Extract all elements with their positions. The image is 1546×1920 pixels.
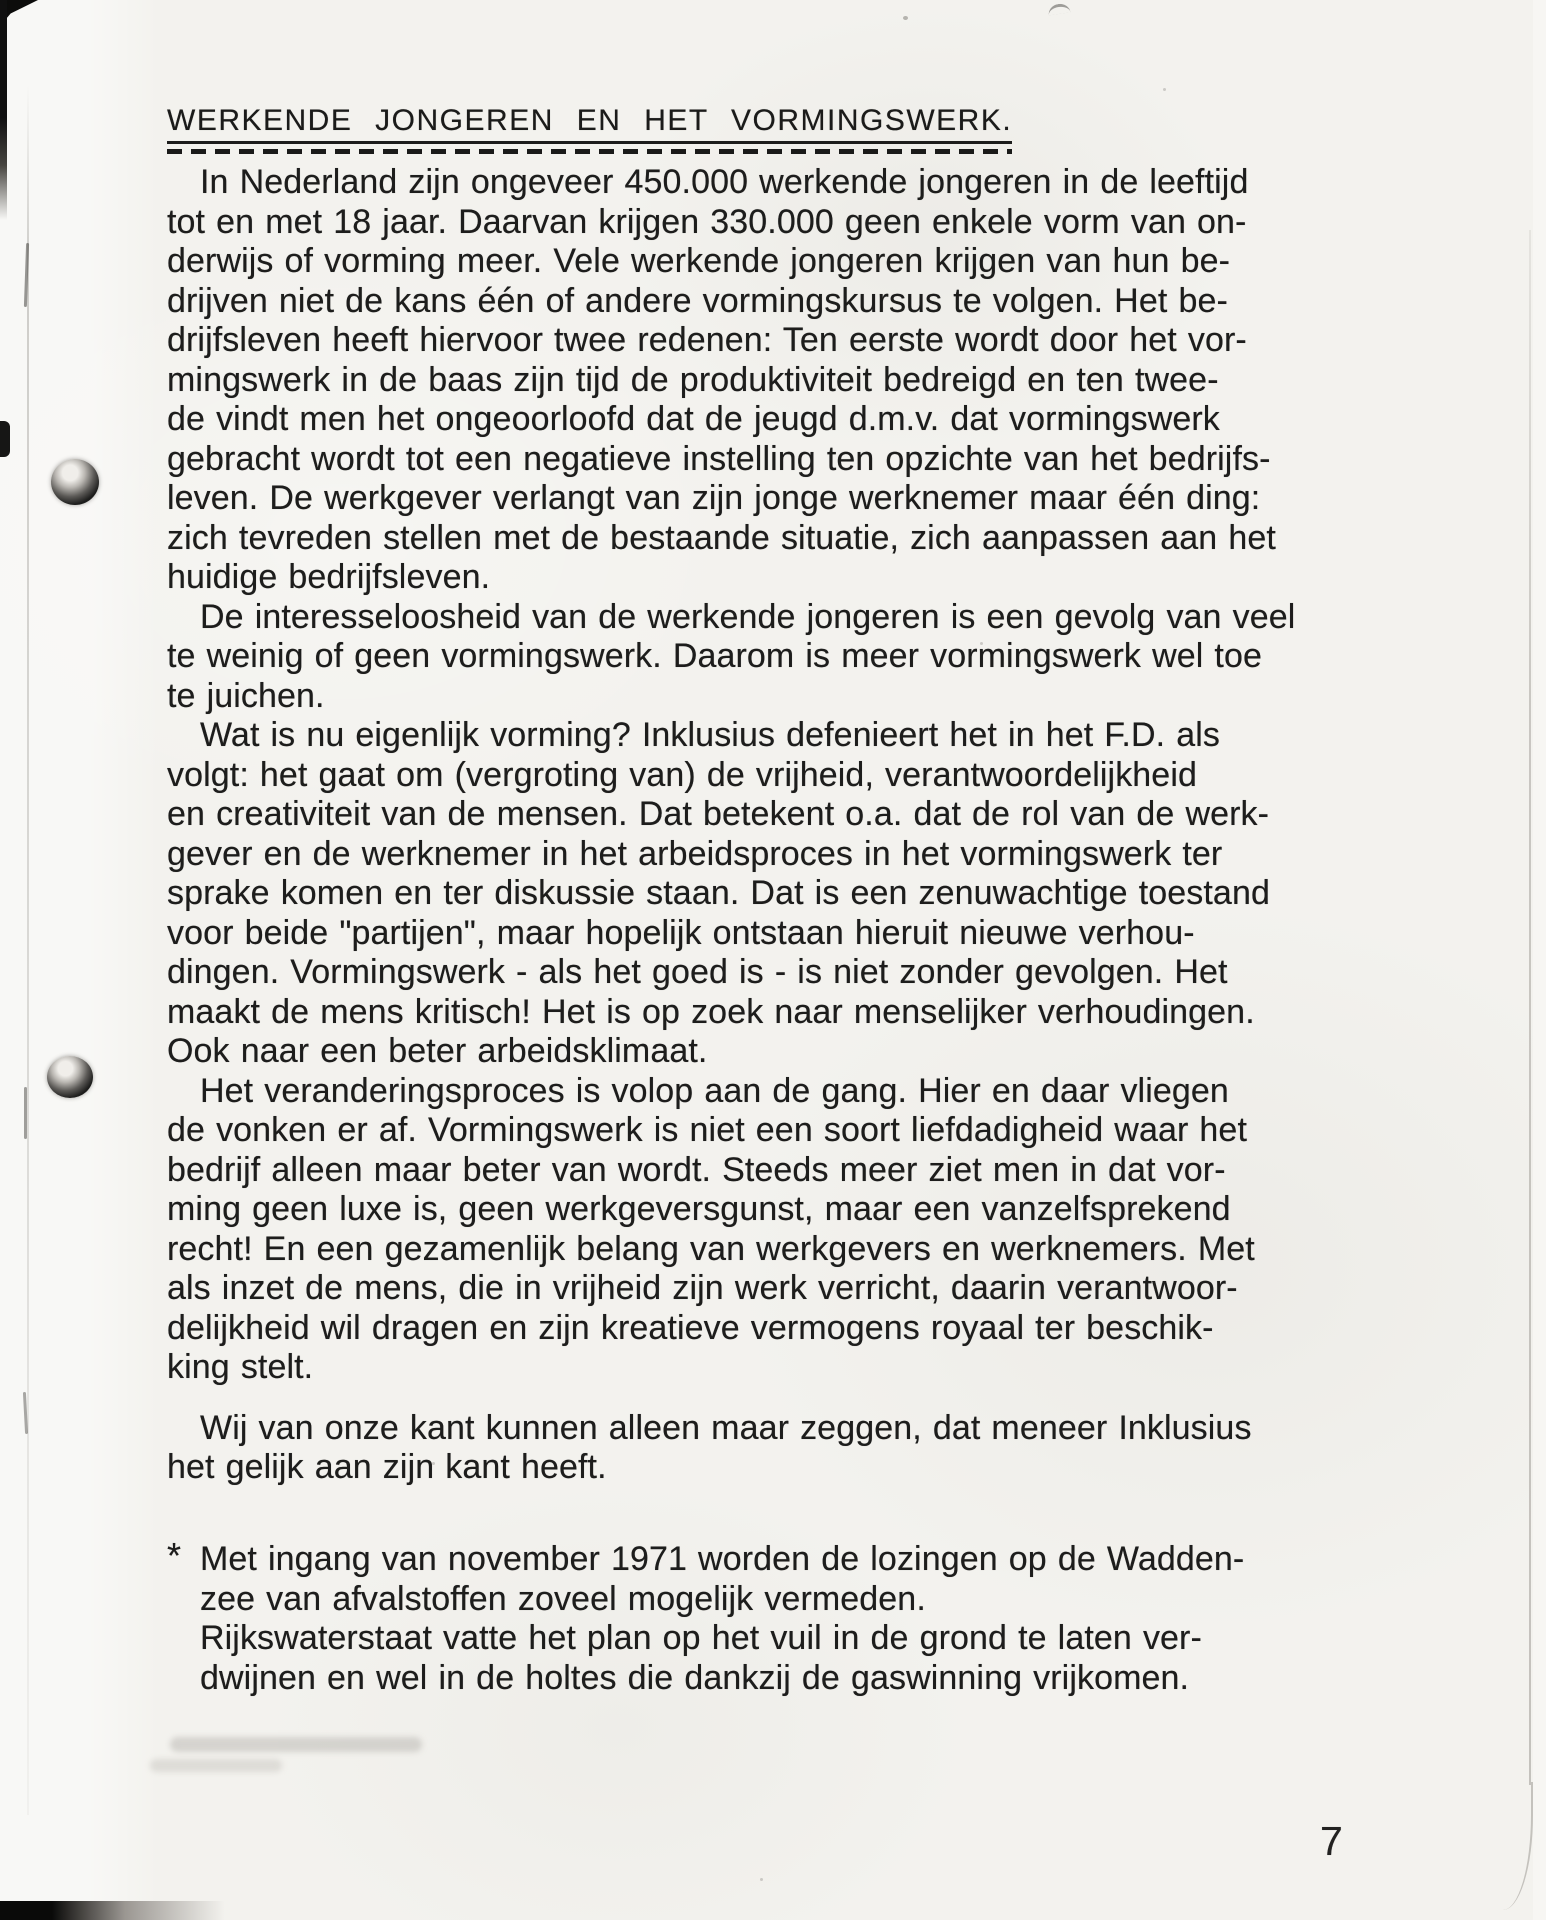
text-line: volgt: het gaat om (vergroting van) de vrijheid, verantwoordelijkheid xyxy=(167,755,1197,794)
text-line: sprake komen en ter diskussie staan. Dat is een zenuwachtige toestand xyxy=(167,874,1270,912)
text-line: Wij van onze kant kunnen alleen maar zeggen, dat meneer Inklusius xyxy=(200,1408,1252,1447)
text-line: zee van afvalstoffen zoveel mogelijk vermeden. xyxy=(200,1579,926,1618)
scan-edge-artifact xyxy=(0,0,7,220)
body-text xyxy=(167,163,1457,1488)
text-line: dingen. Vormingswerk - als het goed is - is niet zonder gevolgen. Het xyxy=(167,953,1228,991)
text-line: king stelt. xyxy=(167,1348,314,1386)
footnote-marker: * xyxy=(167,1535,182,1576)
scan-mark xyxy=(903,16,908,20)
footnote xyxy=(167,1535,1245,1698)
text-line: de vonken er af. Vormingswerk is niet een soort liefdadigheid waar het xyxy=(167,1111,1247,1149)
text-line: voor beide "partijen", maar hopelijk ontstaan hieruit nieuwe verhou- xyxy=(167,913,1195,952)
text-line: Met ingang van november 1971 worden de lozingen op de Wadden- xyxy=(200,1540,1245,1578)
text-line: zich tevreden stellen met de bestaande situatie, zich aanpassen aan het xyxy=(167,518,1276,557)
text-line: De interesseloosheid van de werkende jongeren is een gevolg van veel xyxy=(200,597,1296,636)
text-line: Wat is nu eigenlijk vorming? Inklusius defenieert het in het F.D. als xyxy=(200,716,1220,754)
text-line: drijfsleven heeft hiervoor twee redenen: Ten eerste wordt door het vor- xyxy=(167,321,1247,359)
text-line: Het veranderingsproces is volop aan de gang. Hier en daar vliegen xyxy=(200,1071,1229,1110)
text-line: Ook naar een beter arbeidsklimaat. xyxy=(167,1032,708,1070)
crease-mark xyxy=(24,1087,27,1139)
text-line: het gelijk aan zijn kant heeft. xyxy=(167,1448,607,1486)
text-line: te juichen. xyxy=(167,676,325,715)
text-line: delijkheid wil dragen en zijn kreatieve vermogens royaal ter beschik- xyxy=(167,1308,1214,1347)
scan-speck xyxy=(1163,88,1166,91)
page-edge-line xyxy=(1529,230,1531,1785)
text-line: Rijkswaterstaat vatte het plan op het vuil in de grond te laten ver- xyxy=(200,1619,1202,1657)
text-line: mingswerk in de baas zijn tijd de produktiviteit bedreigd en ten twee- xyxy=(167,360,1219,399)
punch-hole xyxy=(51,459,99,505)
text-line: recht! En een gezamenlijk belang van werkgevers en werknemers. Met xyxy=(167,1229,1255,1268)
page-edge-line xyxy=(1498,1782,1533,1910)
text-line: ming geen luxe is, geen werkgeversgunst, maar een vanzelfsprekend xyxy=(167,1190,1231,1228)
text-line: huidige bedrijfsleven. xyxy=(167,558,491,596)
page-number: 7 xyxy=(1320,1818,1343,1864)
bleed-through-artifact xyxy=(150,1759,282,1772)
text-line: de vindt men het ongeoorloofd dat de jeugd d.m.v. dat vormingswerk xyxy=(167,400,1220,438)
text-line: gever en de werknemer in het arbeidsproces in het vormingswerk ter xyxy=(167,834,1223,873)
text-line: leven. De werkgever verlangt van zijn jonge werknemer maar één ding: xyxy=(167,479,1261,517)
scan-edge-artifact xyxy=(0,421,10,457)
scan-edge-artifact xyxy=(0,1901,235,1920)
page-edge xyxy=(1533,0,1546,1920)
text-line: derwijs of vorming meer. Vele werkende jongeren krijgen van hun be- xyxy=(167,242,1231,280)
text-line: dwijnen en wel in de holtes die dankzij de gaswinning vrijkomen. xyxy=(200,1658,1190,1697)
footnote-lines xyxy=(200,1540,1244,1698)
page-title: WERKENDE JONGEREN EN HET VORMINGSWERK. xyxy=(167,104,1012,144)
text-line: en creativiteit van de mensen. Dat betekent o.a. dat de rol van de werk- xyxy=(167,795,1270,833)
text-line: tot en met 18 jaar. Daarvan krijgen 330.000 geen enkele vorm van on- xyxy=(167,202,1247,241)
text-line: bedrijf alleen maar beter van wordt. Steeds meer ziet men in dat vor- xyxy=(167,1150,1226,1189)
text-line: als inzet de mens, die in vrijheid zijn werk verricht, daarin verantwoor- xyxy=(167,1269,1238,1307)
text-line: maakt de mens kritisch! Het is op zoek naar menselijker verhoudingen. xyxy=(167,992,1255,1031)
text-line: gebracht wordt tot een negatieve instelling ten opzichte van het bedrijfs- xyxy=(167,439,1271,478)
text-line: In Nederland zijn ongeveer 450.000 werkende jongeren in de leeftijd xyxy=(200,163,1249,201)
text-line: drijven niet de kans één of andere vormingskursus te volgen. Het be- xyxy=(167,281,1228,320)
scan-speck xyxy=(760,1878,763,1881)
text-line: te weinig of geen vormingswerk. Daarom is meer vormingswerk wel toe xyxy=(167,637,1262,675)
title-dashed-underline xyxy=(167,149,1012,154)
punch-hole xyxy=(47,1056,93,1098)
binding-crease xyxy=(27,85,29,1815)
scan-mark xyxy=(1047,3,1070,16)
title-block xyxy=(167,104,1012,154)
bleed-through-artifact xyxy=(170,1737,422,1752)
